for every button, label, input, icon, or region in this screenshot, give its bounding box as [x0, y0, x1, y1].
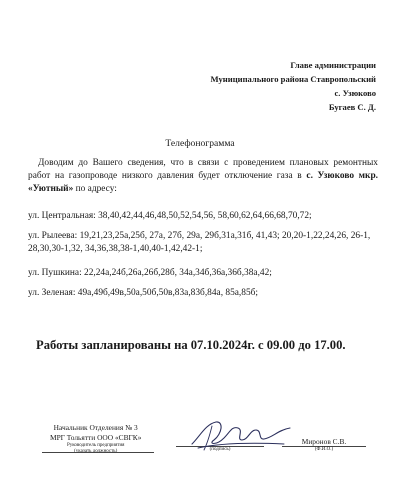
street-list-item: ул. Зеленая: 49а,49б,49в,50а,50б,50в,83а,83б,84а, 85а,85б;: [28, 288, 259, 298]
signatory-position: [50, 423, 141, 455]
name-caption: (Ф.И.О.): [314, 447, 334, 452]
street-list-item: ул. Пушкина: 22,24а,24б,26а,26б,28б, 34а,34б,36а,36б,38а,42;: [28, 268, 272, 278]
schedule-notice: Работы запланированы на 07.10.2024г. с 09.00 до 17.00.: [36, 338, 346, 352]
position-caption: (указать должность): [74, 449, 118, 454]
intro-location: с. Узюково мкр. «Уютный»: [28, 171, 379, 194]
intro-text: Доводим до Вашего сведения, что в связи с проведением плановых ремонтных работ на газопроводе низкого давления будет отключение газа в: [28, 158, 378, 181]
position-caption: Руководитель предприятия: [66, 443, 125, 448]
street-list-item: ул. Рылеева: 19,21,23,25а,25б, 27а, 27б, 29а, 29б,31а,31б, 41,43; 20,20-1,22,24,26, 26-1, 28,30,30-1,32, 34,36,38,38-1,40,40-1,42,42-1;: [28, 231, 371, 254]
intro-tail: по адресу:: [75, 184, 117, 194]
addressee-line: Бугаев С. Д.: [328, 102, 376, 112]
signatory-name: Миронов С.В.: [301, 437, 347, 446]
document-title: Телефонограмма: [165, 138, 235, 149]
addressee-line: Главе администрации: [290, 60, 376, 70]
position-underline: [42, 452, 154, 453]
street-list-item: ул. Центральная: 38,40,42,44,46,48,50,52,54,56, 58,60,62,64,66,68,70,72;: [28, 211, 312, 221]
signature-caption: (подпись): [209, 447, 231, 452]
addressee-line: с. Узюково: [334, 88, 376, 98]
addressee-line: Муниципального района Ставропольский: [210, 74, 376, 84]
handwritten-signature: [186, 414, 296, 456]
addressee-block: [211, 58, 377, 114]
position-line: Начальник Отделения № 3: [53, 423, 138, 432]
intro-paragraph: [28, 157, 378, 196]
position-line: МРГ Тольятти ООО «СВГК»: [50, 432, 142, 442]
